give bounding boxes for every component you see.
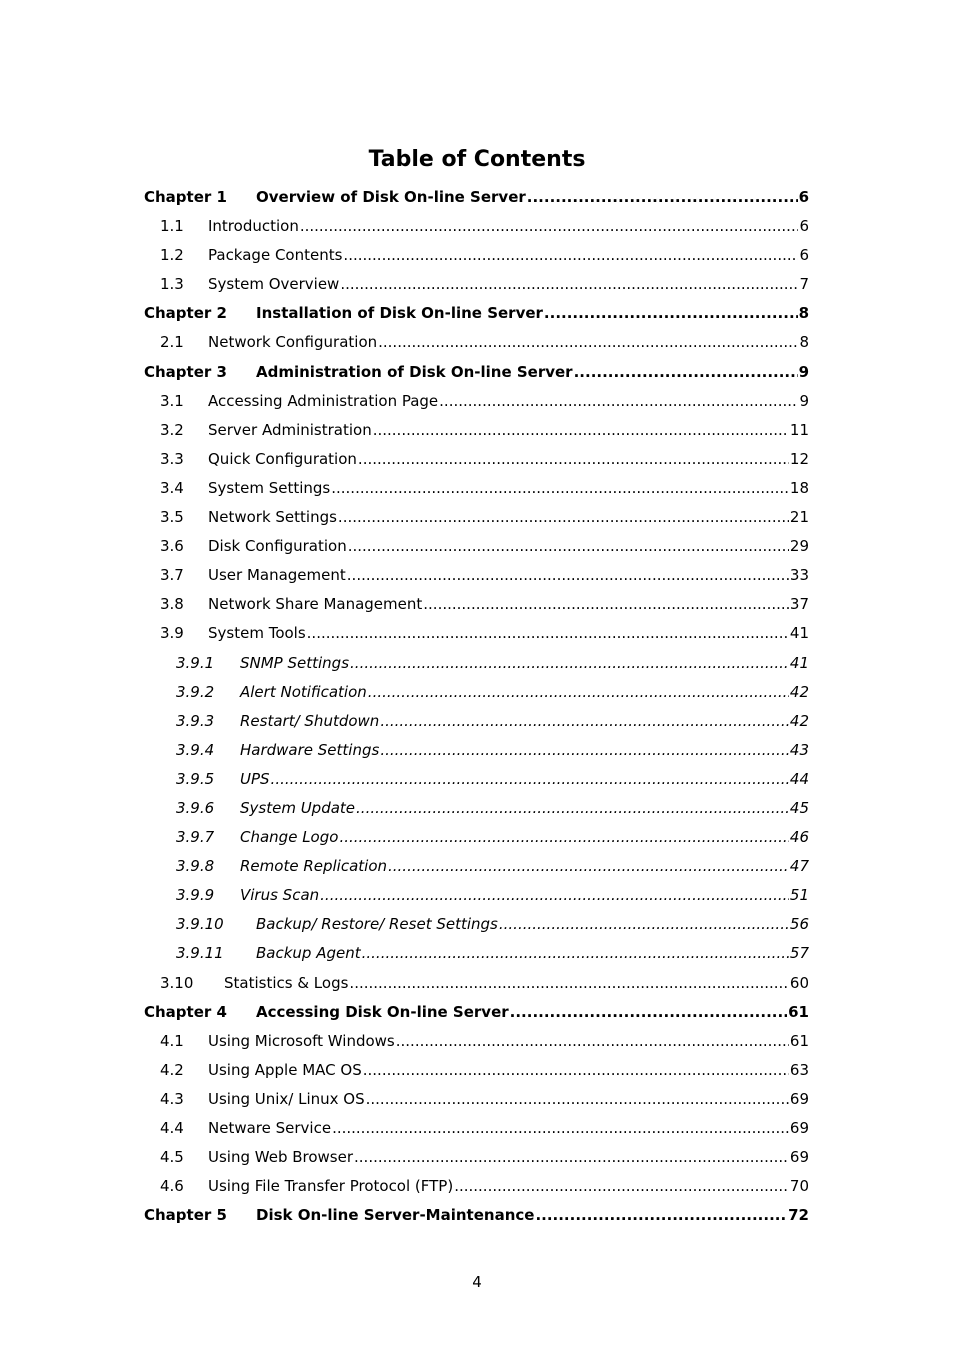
toc-entry-title: Restart/ Shutdown xyxy=(240,711,380,730)
toc-entry-number: 3.9.5 xyxy=(176,769,215,788)
toc-entry-number: 3.9 xyxy=(160,624,184,643)
toc-entry-title: Installation of Disk On-line Server xyxy=(256,304,543,323)
toc-dot-leader xyxy=(454,1172,789,1201)
toc-dot-leader xyxy=(307,619,789,648)
toc-entry-page: 6 xyxy=(799,246,809,265)
toc-entry[interactable] xyxy=(144,270,809,299)
toc-entry-page: 43 xyxy=(789,740,809,759)
toc-entry-title: Network Settings xyxy=(208,508,337,527)
toc-dot-leader xyxy=(343,241,798,270)
toc-dot-leader xyxy=(373,416,789,445)
toc-entry-number: 3.3 xyxy=(160,449,184,468)
toc-entry-number: 3.4 xyxy=(160,478,184,497)
toc-entry[interactable] xyxy=(144,1056,809,1085)
toc-chapter-entry[interactable] xyxy=(144,358,809,387)
toc-entry[interactable] xyxy=(144,387,809,416)
toc-entry-title: Quick Configuration xyxy=(208,449,357,468)
toc-entry[interactable] xyxy=(144,823,809,852)
toc-entry-title: Using Web Browser xyxy=(208,1148,354,1167)
toc-dot-leader xyxy=(423,590,789,619)
toc-dot-leader xyxy=(544,299,798,328)
toc-entry[interactable] xyxy=(144,1143,809,1172)
toc-entry-page: 44 xyxy=(789,769,809,788)
toc-entry-page: 6 xyxy=(798,188,809,206)
toc-entry-page: 11 xyxy=(789,420,809,439)
toc-entry-page: 8 xyxy=(798,304,809,323)
toc-entry-number: 4.3 xyxy=(160,1089,184,1108)
toc-entry-title: Backup/ Restore/ Reset Settings xyxy=(256,915,498,934)
toc-entry[interactable] xyxy=(144,794,809,823)
toc-dot-leader xyxy=(347,561,789,590)
toc-entry-title: System Tools xyxy=(208,624,306,643)
toc-entry-number: 1.2 xyxy=(160,246,184,265)
toc-entry[interactable] xyxy=(144,561,809,590)
toc-entry[interactable] xyxy=(144,881,809,910)
toc-entry-title: SNMP Settings xyxy=(240,653,350,672)
toc-entry-title: Using Unix/ Linux OS xyxy=(208,1089,365,1108)
toc-entry-page: 37 xyxy=(789,595,809,614)
toc-entry-number: 1.3 xyxy=(160,275,184,294)
toc-entry-title: User Management xyxy=(208,566,346,585)
toc-entry-number: 3.10 xyxy=(160,973,194,992)
toc-dot-leader xyxy=(380,736,789,765)
toc-entry-title: Network Configuration xyxy=(208,333,378,352)
toc-entry-number: 3.1 xyxy=(160,391,184,410)
toc-entry-page: 45 xyxy=(789,798,809,817)
toc-entry-number: 3.2 xyxy=(160,420,184,439)
toc-entry[interactable] xyxy=(144,910,809,939)
toc-entry-number: 2.1 xyxy=(160,333,184,352)
toc-entry[interactable] xyxy=(144,474,809,503)
toc-chapter-entry[interactable] xyxy=(144,998,809,1027)
toc-entry-title: Hardware Settings xyxy=(240,740,380,759)
toc-entry-page: 9 xyxy=(799,391,809,410)
toc-entry-number: Chapter 5 xyxy=(144,1206,227,1225)
toc-entry-number: 4.1 xyxy=(160,1031,184,1050)
toc-entry-page: 42 xyxy=(789,711,809,730)
toc-entry[interactable] xyxy=(144,765,809,794)
toc-list xyxy=(144,183,809,1230)
toc-entry-number: 3.9.4 xyxy=(176,740,215,759)
toc-dot-leader xyxy=(363,1056,789,1085)
toc-entry[interactable] xyxy=(144,532,809,561)
toc-dot-leader xyxy=(356,794,789,823)
toc-entry-number: 3.9.11 xyxy=(176,944,224,963)
toc-entry-number: 4.6 xyxy=(160,1177,184,1196)
toc-entry-title: Alert Notification xyxy=(240,682,367,701)
toc-entry-page: 70 xyxy=(789,1177,809,1196)
toc-dot-leader xyxy=(388,852,789,881)
toc-title: Table of Contents xyxy=(368,147,586,172)
toc-entry-page: 69 xyxy=(789,1119,809,1137)
toc-dot-leader xyxy=(380,707,789,736)
toc-entry-title: Accessing Administration Page xyxy=(208,391,439,410)
toc-entry-number: 3.6 xyxy=(160,537,184,556)
toc-entry-title: Network Share Management xyxy=(208,595,423,614)
toc-dot-leader xyxy=(339,823,788,852)
toc-entry-page: 7 xyxy=(799,275,809,294)
toc-entry-number: 3.9.10 xyxy=(176,915,224,934)
toc-entry-title: Change Logo xyxy=(240,828,339,847)
toc-entry[interactable] xyxy=(144,1085,809,1114)
toc-entry-number: 4.5 xyxy=(160,1148,184,1167)
toc-entry-page: 41 xyxy=(789,653,809,672)
toc-entry-page: 21 xyxy=(789,508,809,527)
toc-entry[interactable] xyxy=(144,939,809,968)
toc-entry-page: 72 xyxy=(788,1206,809,1225)
toc-dot-leader xyxy=(300,212,799,241)
toc-entry-number: 3.9.3 xyxy=(176,711,215,730)
toc-dot-leader xyxy=(331,474,789,503)
toc-dot-leader xyxy=(349,969,788,998)
toc-entry-title: UPS xyxy=(240,769,270,788)
toc-entry-title: Introduction xyxy=(208,217,299,236)
toc-dot-leader xyxy=(271,765,789,794)
toc-entry-number: 3.9.7 xyxy=(176,828,215,847)
toc-entry[interactable] xyxy=(144,1172,809,1201)
toc-entry[interactable] xyxy=(144,241,809,270)
toc-entry-page: 8 xyxy=(799,333,809,352)
toc-entry-page: 33 xyxy=(789,566,809,585)
toc-entry-page: 69 xyxy=(789,1089,809,1108)
toc-dot-leader xyxy=(535,1201,787,1230)
toc-dot-leader xyxy=(350,649,789,678)
toc-dot-leader xyxy=(362,939,789,968)
toc-entry-number: 3.8 xyxy=(160,595,184,614)
toc-entry-number: 3.5 xyxy=(160,508,184,527)
toc-entry-title: Backup Agent xyxy=(256,944,361,963)
toc-entry-page: 6 xyxy=(799,217,809,236)
toc-entry-title: Administration of Disk On-line Server xyxy=(256,362,573,381)
toc-dot-leader xyxy=(499,910,789,939)
toc-entry[interactable] xyxy=(144,1114,809,1143)
toc-dot-leader xyxy=(354,1143,789,1172)
toc-dot-leader xyxy=(368,678,789,707)
toc-dot-leader xyxy=(574,358,798,387)
toc-entry-page: 18 xyxy=(789,478,809,497)
toc-entry[interactable] xyxy=(144,736,809,765)
toc-entry-title: Netware Service xyxy=(208,1119,332,1137)
toc-entry[interactable] xyxy=(144,619,809,648)
toc-entry-page: 42 xyxy=(789,682,809,701)
toc-entry-number: 3.9.8 xyxy=(176,857,215,876)
toc-entry[interactable] xyxy=(144,503,809,532)
toc-entry-page: 41 xyxy=(789,624,809,643)
toc-entry[interactable] xyxy=(144,969,809,998)
toc-entry-number: Chapter 2 xyxy=(144,304,227,323)
toc-dot-leader xyxy=(439,387,798,416)
toc-dot-leader xyxy=(348,532,789,561)
toc-dot-leader xyxy=(366,1085,789,1114)
toc-dot-leader xyxy=(320,881,789,910)
toc-entry-title: System Update xyxy=(240,798,356,817)
toc-entry-number: 3.7 xyxy=(160,566,184,585)
toc-dot-leader xyxy=(340,270,798,299)
toc-entry-page: 57 xyxy=(789,944,809,963)
toc-entry-title: Remote Replication xyxy=(240,857,387,876)
toc-entry-number: 3.9.2 xyxy=(176,682,215,701)
toc-entry[interactable] xyxy=(144,212,809,241)
toc-entry-page: 61 xyxy=(789,1031,809,1050)
toc-entry-title: Using Microsoft Windows xyxy=(208,1031,395,1050)
toc-entry-title: System Overview xyxy=(208,275,340,294)
toc-entry-number: 1.1 xyxy=(160,217,184,236)
toc-entry-title: System Settings xyxy=(208,478,331,497)
toc-entry-page: 61 xyxy=(788,1002,809,1021)
toc-entry-page: 56 xyxy=(789,915,809,934)
toc-entry-number: 3.9.6 xyxy=(176,798,215,817)
toc-entry-page: 46 xyxy=(789,828,809,847)
toc-entry-title: Package Contents xyxy=(208,246,343,265)
toc-entry-title: Disk Configuration xyxy=(208,537,347,556)
toc-entry-page: 63 xyxy=(789,1060,809,1079)
toc-entry-page: 69 xyxy=(789,1148,809,1167)
toc-entry-number: Chapter 1 xyxy=(144,188,227,206)
toc-entry[interactable] xyxy=(144,590,809,619)
toc-chapter-entry[interactable] xyxy=(144,183,809,212)
toc-entry-page: 47 xyxy=(789,857,809,876)
toc-entry[interactable] xyxy=(144,445,809,474)
toc-entry-page: 51 xyxy=(789,886,809,905)
toc-entry[interactable] xyxy=(144,328,809,357)
toc-entry-number: 4.4 xyxy=(160,1119,184,1137)
toc-entry-number: 4.2 xyxy=(160,1060,184,1079)
toc-dot-leader xyxy=(332,1114,789,1143)
toc-entry-number: Chapter 4 xyxy=(144,1002,227,1021)
page-number: 4 xyxy=(472,1273,482,1291)
toc-entry[interactable] xyxy=(144,1027,809,1056)
toc-chapter-entry[interactable] xyxy=(144,299,809,328)
toc-entry-title: Using File Transfer Protocol (FTP) xyxy=(208,1177,454,1196)
toc-entry[interactable] xyxy=(144,678,809,707)
toc-entry[interactable] xyxy=(144,852,809,881)
toc-entry-title: Disk On-line Server-Maintenance xyxy=(256,1206,535,1225)
toc-dot-leader xyxy=(510,998,787,1027)
toc-entry-page: 9 xyxy=(798,362,809,381)
toc-entry-number: 3.9.9 xyxy=(176,886,215,905)
toc-entry-number: 3.9.1 xyxy=(176,653,215,672)
toc-entry-number: Chapter 3 xyxy=(144,362,227,381)
toc-entry-title: Overview of Disk On-line Server xyxy=(256,188,526,206)
toc-entry-page: 60 xyxy=(789,973,809,992)
toc-entry-title: Accessing Disk On-line Server xyxy=(256,1002,509,1021)
toc-dot-leader xyxy=(396,1027,789,1056)
toc-entry-title: Using Apple MAC OS xyxy=(208,1060,362,1079)
toc-dot-leader xyxy=(338,503,789,532)
toc-entry[interactable] xyxy=(144,649,809,678)
toc-entry-page: 29 xyxy=(789,537,809,556)
toc-entry[interactable] xyxy=(144,416,809,445)
toc-entry-title: Virus Scan xyxy=(240,886,320,905)
toc-dot-leader xyxy=(358,445,789,474)
toc-entry-title: Server Administration xyxy=(208,420,372,439)
toc-entry[interactable] xyxy=(144,707,809,736)
toc-dot-leader xyxy=(378,328,798,357)
toc-chapter-entry[interactable] xyxy=(144,1201,809,1230)
toc-entry-title: Statistics & Logs xyxy=(224,973,349,992)
toc-dot-leader xyxy=(527,183,798,212)
toc-entry-page: 12 xyxy=(789,449,809,468)
